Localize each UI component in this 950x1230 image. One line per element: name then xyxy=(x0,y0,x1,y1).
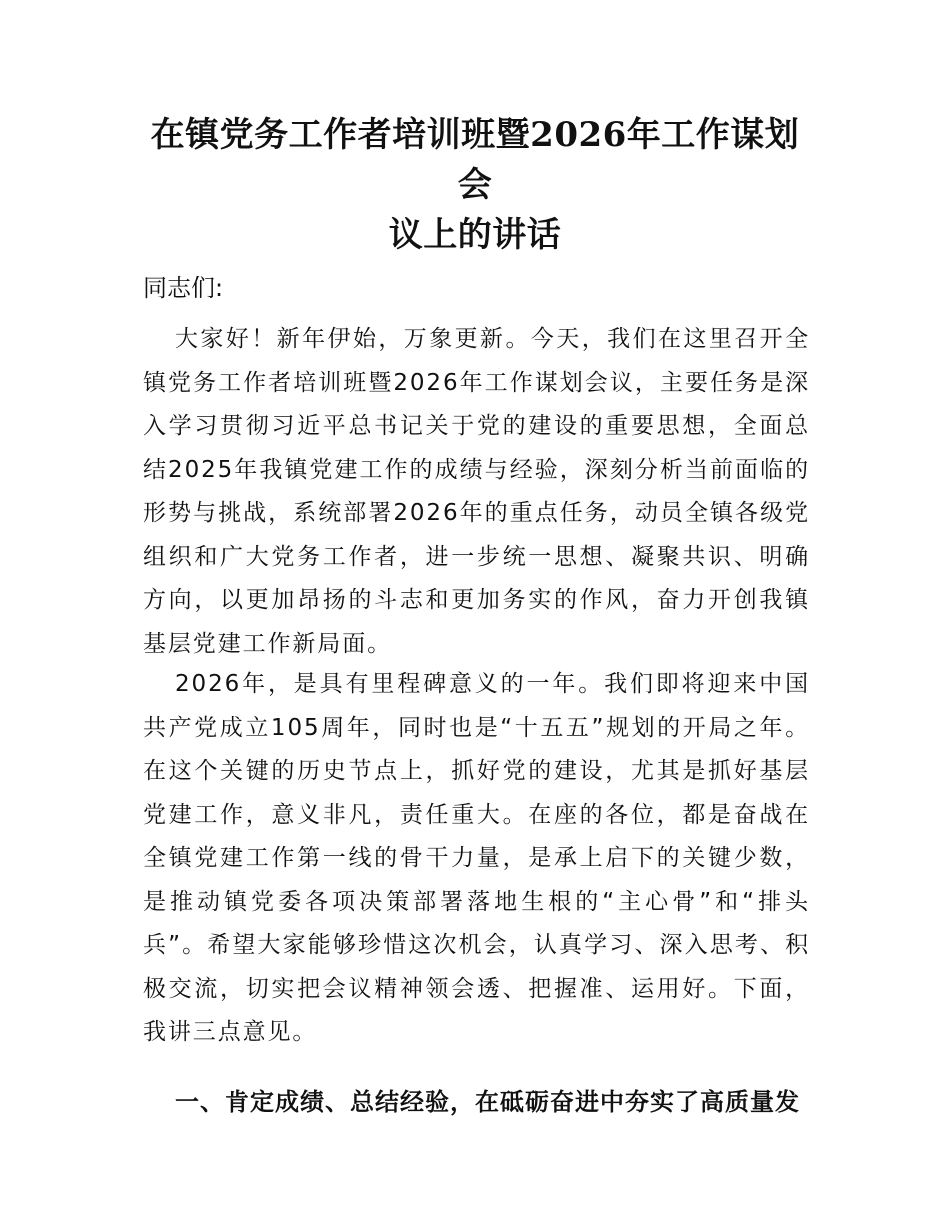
salutation: 同志们: xyxy=(143,274,224,302)
section-heading-1: 一、肯定成绩、总结经验，在砥砺奋进中夯实了高质量发 xyxy=(175,1088,800,1116)
title-line-1: 在镇党务工作者培训班暨2026年工作谋划会 xyxy=(150,115,800,205)
paragraph-opening: 大家好！新年伊始，万象更新。今天，我们在这里召开全镇党务工作者培训班暨2026年工作谋划会议，主要任务是深入学习贯彻习近平总书记关于党的建设的重要思想，全面总结2025年我镇党建工作的成绩与经验，深刻分析当前面临的形势与挑战，系统部署2026年的重点任务，动员全镇各级党组织和广大党务工作者，进一步统一思想、凝聚共识、明确方向，以更加昂扬的斗志和更加务实的作风，奋力开创我镇基层党建工作新局面。 xyxy=(143,326,810,657)
title-line-2: 议上的讲话 xyxy=(388,215,562,255)
paragraph-significance: 2026年，是具有里程碑意义的一年。我们即将迎来中国共产党成立105周年，同时也是“十五五”规划的开局之年。在这个关键的历史节点上，抓好党的建设，尤其是抓好基层党建工作，意义非凡，责任重大。在座的各位，都是奋战在全镇党建工作第一线的骨干力量，是承上启下的关键少数，是推动镇党委各项决策部署落地生根的“主心骨”和“排头兵”。希望大家能够珍惜这次机会，认真学习、深入思考、积极交流，切实把会议精神领会透、把握准、运用好。下面，我讲三点意见。 xyxy=(143,671,810,1045)
document-title xyxy=(140,110,810,260)
